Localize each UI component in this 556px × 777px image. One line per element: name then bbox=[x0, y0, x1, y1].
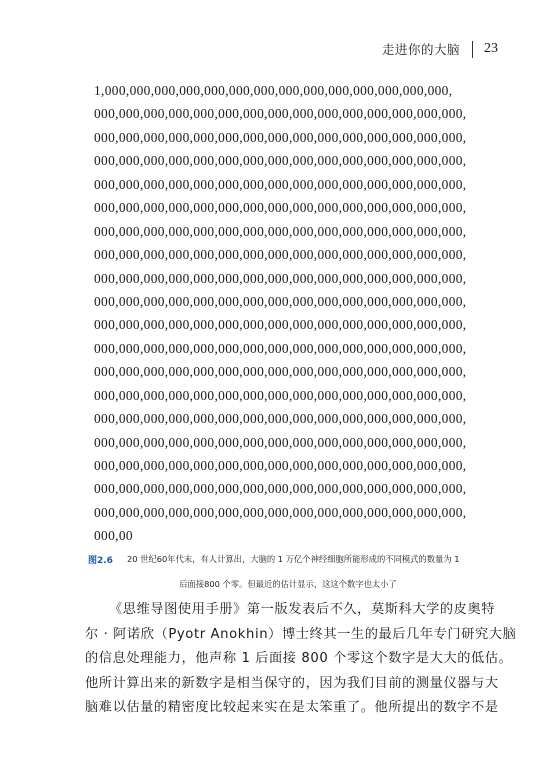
page-number: 23 bbox=[484, 41, 498, 56]
number-line: 000,000,000,000,000,000,000,000,000,000,000,000,000,000,000, bbox=[94, 411, 467, 427]
number-line: 000,000,000,000,000,000,000,000,000,000,000,000,000,000,000, bbox=[94, 481, 467, 497]
paragraph-line: 脑难以估量的精密度比较起来实在是太笨重了。他所提出的数字不是 bbox=[85, 700, 499, 716]
number-line: 000,000,000,000,000,000,000,000,000,000,000,000,000,000,000, bbox=[94, 364, 467, 380]
number-line: 000,000,000,000,000,000,000,000,000,000,000,000,000,000,000, bbox=[94, 293, 467, 309]
paragraph-line: 他所计算出来的新数字是相当保守的，因为我们目前的测量仪器与大 bbox=[85, 675, 499, 691]
number-line: 000,000,000,000,000,000,000,000,000,000,000,000,000,000,000, bbox=[94, 200, 467, 216]
number-line: 000,000,000,000,000,000,000,000,000,000,000,000,000,000,000, bbox=[94, 223, 467, 239]
number-line: 000,000,000,000,000,000,000,000,000,000,000,000,000,000,000, bbox=[94, 458, 467, 473]
paragraph-line: 的信息处理能力，他声称 1 后面接 800 个零这个数字是大大的低估。 bbox=[85, 651, 513, 667]
figure-label: 图2.6 bbox=[88, 555, 113, 566]
number-line: 000,000,000,000,000,000,000,000,000,000,000,000,000,000,000, bbox=[94, 317, 467, 333]
number-line: 000,000,000,000,000,000,000,000,000,000,000,000,000,000,000, bbox=[94, 434, 467, 450]
paragraph-line: 《思维导图使用手册》第一版发表后不久，莫斯科大学的皮奥特 bbox=[109, 602, 496, 617]
caption-line-1: 20 世纪60年代末，有人计算出，大脑的 1 万亿个神经细胞所能形成的不同模式的数量为 1 bbox=[126, 554, 460, 564]
number-line: 1,000,000,000,000,000,000,000,000,000,000,000,000,000,000, bbox=[94, 83, 453, 98]
number-line: 000,000,000,000,000,000,000,000,000,000,000,000,000,000,000, bbox=[94, 270, 467, 286]
figure-caption bbox=[88, 552, 488, 592]
number-line: 000,000,000,000,000,000,000,000,000,000,000,000,000,000,000, bbox=[94, 504, 467, 520]
number-line: 000,000,000,000,000,000,000,000,000,000,000,000,000,000,000, bbox=[94, 340, 467, 356]
number-line: 000,000,000,000,000,000,000,000,000,000,000,000,000,000,000, bbox=[94, 176, 467, 192]
large-number-block bbox=[94, 79, 494, 548]
caption-line-2: 后面接800 个零。但最近的估计显示，这这个数字也太小了 bbox=[179, 579, 397, 589]
running-header bbox=[382, 40, 498, 58]
number-line: 000,000,000,000,000,000,000,000,000,000,000,000,000,000,000, bbox=[94, 106, 467, 122]
number-line: 000,000,000,000,000,000,000,000,000,000,000,000,000,000,000, bbox=[94, 247, 467, 263]
number-line: 000,000,000,000,000,000,000,000,000,000,000,000,000,000,000, bbox=[94, 129, 467, 145]
body-paragraph bbox=[85, 598, 517, 721]
chapter-title: 走进你的大脑 bbox=[381, 42, 460, 57]
header-divider bbox=[472, 41, 473, 58]
number-line: 000,000,000,000,000,000,000,000,000,000,000,000,000,000,000, bbox=[94, 387, 467, 403]
number-line: 000,000,000,000,000,000,000,000,000,000,000,000,000,000,000, bbox=[94, 153, 467, 169]
paragraph-line: 尔 · 阿诺欣（Pyotr Anokhin）博士终其一生的最后几年专门研究大脑 bbox=[85, 626, 517, 642]
number-line: 000,00 bbox=[94, 528, 133, 544]
